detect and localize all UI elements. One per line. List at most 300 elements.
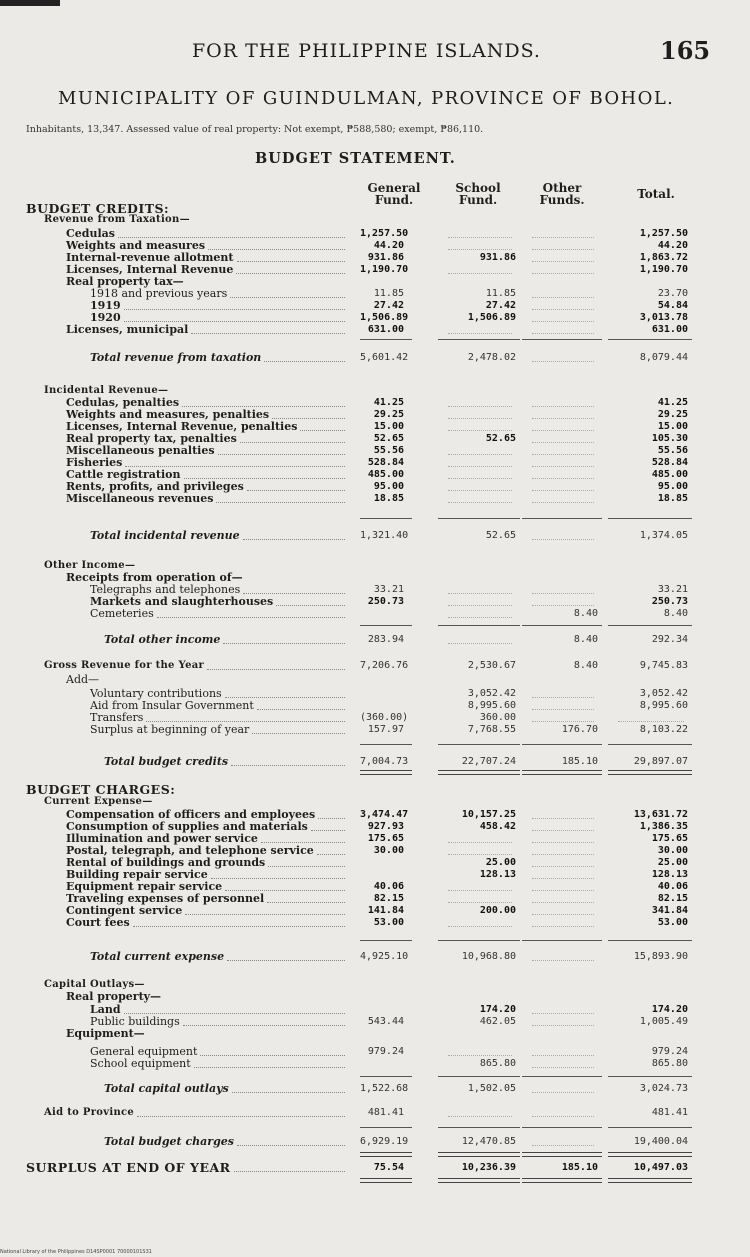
table-rule — [438, 1178, 520, 1183]
value-cell: 27.42 — [485, 300, 516, 311]
row-label: Consumption of supplies and materials — [66, 820, 308, 833]
value-cell: 157.97 — [367, 724, 404, 735]
table-rule — [360, 744, 412, 745]
empty-cell — [532, 902, 594, 903]
value-cell: 53.00 — [373, 917, 404, 928]
value-cell: 1,863.72 — [639, 252, 688, 263]
dot-leader — [252, 733, 345, 734]
value-cell: 360.00 — [479, 712, 516, 723]
dot-leader — [236, 273, 345, 274]
section-heading: BUDGET STATEMENT. — [255, 150, 456, 167]
value-cell: 15.00 — [657, 421, 688, 432]
value-cell: 25.00 — [657, 857, 688, 868]
empty-cell — [532, 866, 594, 867]
empty-cell — [448, 273, 512, 274]
dot-leader — [211, 878, 345, 879]
empty-cell — [532, 333, 594, 334]
value-cell: 175.65 — [651, 833, 688, 844]
empty-cell — [532, 430, 594, 431]
table-rule — [438, 1076, 520, 1077]
row-label: 1918 and previous years — [90, 287, 228, 300]
dot-leader — [231, 765, 345, 766]
table-row — [0, 1028, 750, 1040]
empty-cell — [448, 842, 512, 843]
empty-cell — [532, 721, 594, 722]
value-cell: 18.85 — [657, 493, 688, 504]
value-cell: 53.00 — [657, 917, 688, 928]
dot-leader — [276, 605, 345, 606]
row-label: Capital Outlays— — [44, 979, 145, 990]
row-label: Licenses, Internal Revenue — [66, 263, 234, 276]
value-cell: 23.70 — [657, 288, 688, 299]
table-rule — [608, 940, 692, 941]
table-row — [0, 1162, 750, 1174]
empty-cell — [448, 593, 512, 594]
value-cell: 283.94 — [367, 634, 404, 645]
row-label: Cedulas, penalties — [66, 396, 180, 409]
table-row — [0, 917, 750, 929]
dot-leader — [223, 643, 345, 644]
value-cell: 27.42 — [373, 300, 404, 311]
value-cell: 52.65 — [485, 530, 516, 541]
empty-cell — [448, 926, 512, 927]
row-label: Weights and measures — [66, 239, 206, 252]
table-row — [0, 1058, 750, 1070]
row-label: Cedulas — [66, 227, 115, 240]
table-rule — [360, 1076, 412, 1077]
value-cell: 2,530.67 — [467, 660, 516, 671]
document-subtitle: Inhabitants, 13,347. Assessed value of real property: Not exempt, ₱588,580; exempt, ₱86,110. — [26, 124, 484, 135]
empty-cell — [532, 1067, 594, 1068]
value-cell: 19,400.04 — [633, 1136, 688, 1147]
row-label: Total budget credits — [104, 755, 229, 768]
table-row — [0, 608, 750, 620]
table-rule — [608, 744, 692, 745]
empty-cell — [532, 890, 594, 891]
empty-cell — [448, 430, 512, 431]
empty-cell — [532, 854, 594, 855]
row-label: Miscellaneous revenues — [66, 492, 214, 505]
value-cell: 543.44 — [367, 1016, 404, 1027]
row-label: Voluntary contributions — [90, 687, 222, 700]
value-cell: 40.06 — [373, 881, 404, 892]
value-cell: 250.73 — [651, 596, 688, 607]
dot-leader — [216, 502, 345, 503]
value-cell: 40.06 — [657, 881, 688, 892]
table-rule — [522, 744, 602, 745]
value-cell: 54.84 — [657, 300, 688, 311]
value-cell: 10,236.39 — [461, 1162, 516, 1173]
empty-cell — [448, 237, 512, 238]
empty-cell — [448, 902, 512, 903]
table-rule — [608, 339, 692, 340]
empty-cell — [448, 890, 512, 891]
value-cell: 25.00 — [485, 857, 516, 868]
value-cell: 52.65 — [485, 433, 516, 444]
value-cell: 33.21 — [373, 584, 404, 595]
table-row — [0, 724, 750, 736]
value-cell: 12,470.85 — [461, 1136, 516, 1147]
value-cell: 865.80 — [651, 1058, 688, 1069]
table-rule — [360, 1152, 412, 1157]
row-label: Licenses, Internal Revenue, penalties — [66, 420, 298, 433]
empty-cell — [532, 818, 594, 819]
row-label: Transfers — [90, 711, 144, 724]
row-label: Court fees — [66, 916, 130, 929]
dot-leader — [234, 1171, 345, 1172]
value-cell: 481.41 — [651, 1107, 688, 1118]
value-cell: 33.21 — [657, 584, 688, 595]
table-rule — [608, 770, 692, 775]
empty-cell — [532, 914, 594, 915]
value-cell: 528.84 — [367, 457, 404, 468]
empty-cell — [448, 418, 512, 419]
value-cell: 485.00 — [367, 469, 404, 480]
row-label: Aid to Province — [44, 1107, 135, 1118]
row-label: Licenses, municipal — [66, 323, 189, 336]
empty-cell — [532, 593, 594, 594]
row-label: Current Expense— — [44, 796, 153, 807]
empty-cell — [532, 478, 594, 479]
dot-leader — [311, 830, 345, 831]
dot-leader — [218, 454, 345, 455]
table-row — [0, 951, 750, 963]
row-label: Rents, profits, and privileges — [66, 480, 244, 493]
dot-leader — [240, 442, 345, 443]
row-label: Markets and slaughterhouses — [90, 595, 274, 608]
dot-leader — [243, 539, 345, 540]
value-cell: 1,005.49 — [639, 1016, 688, 1027]
table-rule — [438, 1152, 520, 1157]
table-rule — [360, 770, 412, 775]
dot-leader — [125, 466, 345, 467]
value-cell: 865.80 — [479, 1058, 516, 1069]
row-label: Real property tax— — [66, 275, 184, 288]
empty-cell — [532, 309, 594, 310]
table-rule — [522, 1127, 602, 1128]
value-cell: 250.73 — [367, 596, 404, 607]
empty-cell — [448, 249, 512, 250]
table-rule — [438, 625, 520, 626]
table-rule — [360, 1178, 412, 1183]
value-cell: 292.34 — [651, 634, 688, 645]
row-label: Compensation of officers and employees — [66, 808, 316, 821]
row-label: Total incidental revenue — [90, 529, 240, 542]
table-row — [0, 530, 750, 542]
table-rule — [522, 1076, 602, 1077]
value-cell: 462.05 — [479, 1016, 516, 1027]
dot-leader — [200, 1055, 345, 1056]
row-label: BUDGET CREDITS: — [26, 201, 170, 216]
value-cell: 3,024.73 — [639, 1083, 688, 1094]
row-label: Real property tax, penalties — [66, 432, 237, 445]
dot-leader — [124, 309, 345, 310]
value-cell: 979.24 — [367, 1046, 404, 1057]
table-rule — [608, 1127, 692, 1128]
value-cell: 18.85 — [373, 493, 404, 504]
value-cell: 481.41 — [367, 1107, 404, 1118]
value-cell: 174.20 — [479, 1004, 516, 1015]
value-cell: 8.40 — [573, 634, 598, 645]
value-cell: 105.30 — [651, 433, 688, 444]
row-label: Gross Revenue for the Year — [44, 660, 205, 671]
value-cell: 3,474.47 — [360, 809, 409, 820]
value-cell: 1,374.05 — [639, 530, 688, 541]
row-label: Add— — [66, 673, 100, 686]
value-cell: 2,478.02 — [467, 352, 516, 363]
value-cell: 95.00 — [657, 481, 688, 492]
value-cell: 174.20 — [651, 1004, 688, 1015]
dot-leader — [264, 361, 345, 362]
dot-leader — [232, 1092, 345, 1093]
empty-cell — [448, 1116, 512, 1117]
empty-cell — [448, 617, 512, 618]
value-cell: 1,190.70 — [639, 264, 688, 275]
table-row — [0, 634, 750, 646]
value-cell: 15,893.90 — [633, 951, 688, 962]
value-cell: 528.84 — [651, 457, 688, 468]
empty-cell — [532, 466, 594, 467]
value-cell: 8,079.44 — [639, 352, 688, 363]
value-cell: 1,190.70 — [360, 264, 409, 275]
row-label: Public buildings — [90, 1015, 180, 1028]
value-cell: 128.13 — [479, 869, 516, 880]
row-label: Real property— — [66, 990, 162, 1003]
row-label: Aid from Insular Government — [90, 699, 254, 712]
empty-cell — [448, 454, 512, 455]
footer-credit: National Library of the Philippines D14SP0001 70000101S31 — [0, 1249, 152, 1255]
value-cell: 41.25 — [373, 397, 404, 408]
value-cell: 141.84 — [367, 905, 404, 916]
table-rule — [608, 625, 692, 626]
row-label: Surplus at beginning of year — [90, 723, 250, 736]
row-label: Building repair service — [66, 868, 208, 881]
value-cell: 75.54 — [373, 1162, 404, 1173]
row-label: Fisheries — [66, 456, 123, 469]
empty-cell — [532, 926, 594, 927]
empty-cell — [448, 490, 512, 491]
dot-leader — [137, 1116, 345, 1117]
value-cell: (360.00) — [360, 712, 409, 723]
dot-leader — [208, 249, 345, 250]
table-rule — [360, 625, 412, 626]
value-cell: 176.70 — [561, 724, 598, 735]
table-row — [0, 660, 750, 672]
dot-leader — [124, 1013, 345, 1014]
row-label: Telegraphs and telephones — [90, 583, 241, 596]
row-label: Traveling expenses of personnel — [66, 892, 265, 905]
value-cell: 979.24 — [651, 1046, 688, 1057]
dot-leader — [318, 818, 345, 819]
value-cell: 458.42 — [479, 821, 516, 832]
value-cell: 15.00 — [373, 421, 404, 432]
table-rule — [608, 1076, 692, 1077]
row-label: Postal, telegraph, and telephone service — [66, 844, 314, 857]
value-cell: 7,004.73 — [360, 756, 409, 767]
value-cell: 1,506.89 — [360, 312, 409, 323]
value-cell: 185.10 — [561, 1162, 598, 1173]
table-rule — [360, 1127, 412, 1128]
dot-leader — [317, 854, 345, 855]
value-cell: 10,968.80 — [461, 951, 516, 962]
value-cell: 11.85 — [373, 288, 404, 299]
empty-cell — [532, 1025, 594, 1026]
table-row — [0, 1136, 750, 1148]
table-rule — [360, 518, 412, 519]
empty-cell — [532, 273, 594, 274]
value-cell: 1,257.50 — [360, 228, 409, 239]
value-cell: 29.25 — [657, 409, 688, 420]
row-label: Equipment repair service — [66, 880, 223, 893]
row-label: Total capital outlays — [104, 1082, 229, 1095]
empty-cell — [532, 605, 594, 606]
empty-cell — [532, 261, 594, 262]
value-cell: 30.00 — [657, 845, 688, 856]
value-cell: 10,497.03 — [633, 1162, 688, 1173]
value-cell: 29.25 — [373, 409, 404, 420]
dot-leader — [225, 697, 345, 698]
row-label: Illumination and power service — [66, 832, 258, 845]
table-rule — [522, 625, 602, 626]
value-cell: 3,052.42 — [467, 688, 516, 699]
table-rule — [522, 1152, 602, 1157]
value-cell: 8,103.22 — [639, 724, 688, 735]
value-cell: 8.40 — [573, 608, 598, 619]
table-row — [0, 214, 750, 226]
empty-cell — [532, 490, 594, 491]
table-row — [0, 1083, 750, 1095]
row-label: Other Income— — [44, 560, 136, 571]
column-header-general-fund: General Fund. — [367, 181, 421, 207]
empty-cell — [448, 854, 512, 855]
empty-cell — [532, 321, 594, 322]
empty-cell — [532, 249, 594, 250]
value-cell: 631.00 — [367, 324, 404, 335]
table-rule — [438, 770, 520, 775]
dot-leader — [243, 593, 345, 594]
table-rule — [522, 940, 602, 941]
table-row — [0, 784, 750, 796]
column-header-other-funds: Other Funds. — [539, 181, 585, 207]
empty-cell — [448, 1055, 512, 1056]
empty-cell — [532, 697, 594, 698]
value-cell: 13,631.72 — [633, 809, 688, 820]
dot-leader — [247, 490, 345, 491]
dot-leader — [191, 333, 345, 334]
value-cell: 55.56 — [373, 445, 404, 456]
row-label: Revenue from Taxation— — [44, 214, 190, 225]
table-rule — [438, 339, 520, 340]
value-cell: 55.56 — [657, 445, 688, 456]
value-cell: 931.86 — [479, 252, 516, 263]
page-number: 165 — [660, 36, 711, 65]
empty-cell — [532, 830, 594, 831]
column-header-total: Total. — [637, 187, 675, 201]
dot-leader — [157, 617, 345, 618]
table-rule — [522, 339, 602, 340]
row-label: Total other income — [104, 633, 221, 646]
value-cell: 1,386.35 — [639, 821, 688, 832]
table-rule — [438, 518, 520, 519]
table-rule — [522, 518, 602, 519]
row-label: 1919 — [90, 299, 121, 312]
table-row — [0, 674, 750, 686]
empty-cell — [532, 960, 594, 961]
empty-cell — [532, 1013, 594, 1014]
row-label: School equipment — [90, 1057, 191, 1070]
dot-leader — [207, 669, 345, 670]
row-label: Contingent service — [66, 904, 183, 917]
dot-leader — [272, 418, 345, 419]
table-rule — [608, 1152, 692, 1157]
dot-leader — [268, 866, 345, 867]
row-label: Land — [90, 1003, 121, 1016]
row-label: Weights and measures, penalties — [66, 408, 270, 421]
dot-leader — [146, 721, 345, 722]
dot-leader — [257, 709, 345, 710]
value-cell: 11.85 — [485, 288, 516, 299]
value-cell: 3,052.42 — [639, 688, 688, 699]
running-head: FOR THE PHILIPPINE ISLANDS. — [192, 40, 541, 62]
row-label: 1920 — [90, 311, 121, 324]
value-cell: 341.84 — [651, 905, 688, 916]
row-label: Equipment— — [66, 1027, 145, 1040]
value-cell: 30.00 — [373, 845, 404, 856]
value-cell: 29,897.07 — [633, 756, 688, 767]
dot-leader — [227, 960, 345, 961]
table-rule — [360, 940, 412, 941]
empty-cell — [532, 709, 594, 710]
empty-cell — [532, 406, 594, 407]
row-label: Internal-revenue allotment — [66, 251, 234, 264]
value-cell: 3,013.78 — [639, 312, 688, 323]
table-rule — [608, 518, 692, 519]
empty-cell — [532, 418, 594, 419]
value-cell: 1,506.89 — [467, 312, 516, 323]
value-cell: 82.15 — [373, 893, 404, 904]
row-label: Incidental Revenue— — [44, 385, 169, 396]
value-cell: 1,321.40 — [360, 530, 409, 541]
table-rule — [522, 770, 602, 775]
table-row — [0, 352, 750, 364]
dot-leader — [184, 478, 345, 479]
table-row — [0, 324, 750, 336]
value-cell: 41.25 — [657, 397, 688, 408]
dot-leader — [230, 297, 345, 298]
row-label: Cattle registration — [66, 468, 181, 481]
table-row — [0, 991, 750, 1003]
row-label: General equipment — [90, 1045, 198, 1058]
empty-cell — [532, 502, 594, 503]
empty-cell — [532, 842, 594, 843]
empty-cell — [532, 442, 594, 443]
value-cell: 8,995.60 — [639, 700, 688, 711]
table-rule — [438, 1127, 520, 1128]
empty-cell — [448, 478, 512, 479]
empty-cell — [532, 361, 594, 362]
row-label: Cemeteries — [90, 607, 154, 620]
row-label: Total current expense — [90, 950, 225, 963]
table-rule — [522, 1178, 602, 1183]
value-cell: 128.13 — [651, 869, 688, 880]
table-row — [0, 1107, 750, 1119]
row-label: Rental of buildings and grounds — [66, 856, 266, 869]
value-cell: 1,522.68 — [360, 1083, 409, 1094]
empty-cell — [448, 406, 512, 407]
empty-cell — [532, 878, 594, 879]
value-cell: 10,157.25 — [461, 809, 516, 820]
table-row — [0, 493, 750, 505]
